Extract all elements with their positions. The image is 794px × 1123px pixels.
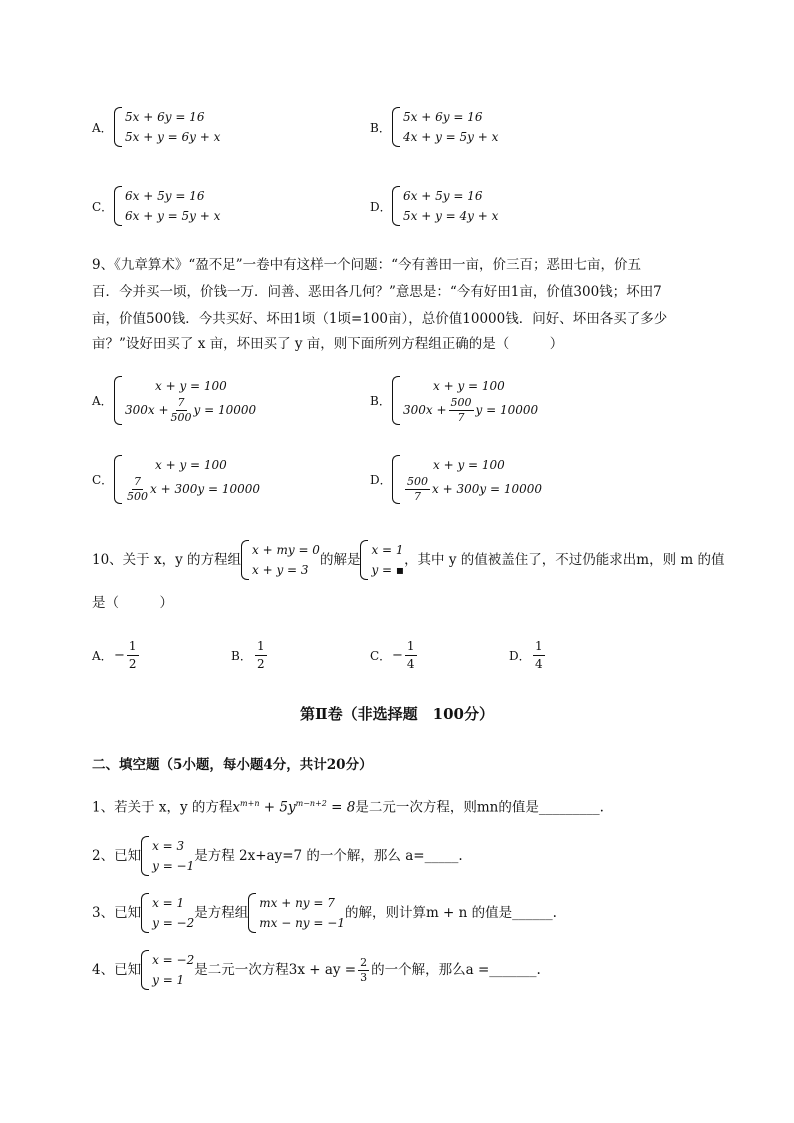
equation-system: x + my = 0 x + y = 3 bbox=[241, 540, 320, 580]
equation-system: mx + ny = 7 mx − ny = −1 bbox=[248, 893, 345, 933]
q9-line-2: 百．今并买一顷，价钱一万．问善、恶田各几何？”意思是：“今有好田1亩，价值300钱；坏田7 bbox=[92, 284, 662, 300]
q8-option-b bbox=[370, 107, 498, 147]
q10-line-1 bbox=[92, 540, 724, 580]
option-label: C． bbox=[92, 473, 114, 487]
equation: x + y = 100 bbox=[433, 379, 505, 393]
q9-line-1: 9、《九章算术》“盈不足”一卷中有这样一个问题：“今有善田一亩，价三百；恶田七亩，价五 bbox=[92, 257, 642, 273]
option-label: B． bbox=[370, 394, 391, 408]
equation-system bbox=[392, 455, 542, 504]
q10-option-d: D． $\frac{1}{4}$ bbox=[509, 639, 543, 671]
equation: 5x + 6y = 16 bbox=[125, 110, 205, 124]
q10-option-a: A． − $\frac{1}{2}$ bbox=[92, 639, 137, 671]
equation: x + y = 100 bbox=[155, 458, 227, 472]
equation: 300x + $\frac{500}{7}$ y = 10000 bbox=[403, 396, 539, 424]
equation-system bbox=[392, 107, 498, 147]
option-label: A． bbox=[92, 394, 113, 408]
q9-option-a bbox=[92, 376, 256, 425]
q9-option-b bbox=[370, 376, 538, 425]
solution-system: x = 1 y = ▪ bbox=[360, 540, 404, 580]
equation-system bbox=[114, 186, 220, 226]
q8-option-a bbox=[92, 107, 220, 147]
equation: $\frac{7}{500}$ x + 300y = 10000 bbox=[127, 475, 260, 503]
q9-option-d bbox=[370, 455, 542, 504]
equation: $\frac{500}{7}$ x + 300y = 10000 bbox=[407, 475, 542, 503]
equation-system bbox=[114, 455, 260, 504]
option-label: A． bbox=[92, 120, 113, 135]
equation-system bbox=[114, 107, 220, 147]
part-title: 二、填空题（5小题，每小题4分，共计20分） bbox=[92, 757, 373, 773]
equation-system: x = 1 y = −2 bbox=[141, 893, 194, 933]
equation-system bbox=[114, 376, 256, 425]
equation: x + y = 100 bbox=[433, 458, 505, 472]
equation-system bbox=[392, 376, 538, 425]
fill-question-3: 3、已知 x = 1 y = −2 是方程组 mx + ny = 7 mx − ny = −1 的解，则计算m + n 的值是______. bbox=[92, 893, 557, 933]
equation: 5x + y = 4y + x bbox=[403, 209, 499, 223]
equation: 6x + 5y = 16 bbox=[403, 189, 483, 203]
q10-text: 10、关于 x，y 的方程组 bbox=[92, 551, 242, 568]
option-label: B． bbox=[370, 120, 391, 135]
equation-system bbox=[392, 186, 498, 226]
equation: 4x + y = 5y + x bbox=[403, 130, 499, 144]
fill-question-4: 4、已知 x = −2 y = 1 是二元一次方程3x + ay = $\frac{2}{3}$ 的一个解，那么a =_______. bbox=[92, 950, 541, 990]
q10-line-2: 是（ ） bbox=[92, 595, 173, 611]
fill-question-2: 2、已知 x = 3 y = −1 是方程 2x+ay=7 的一个解，那么 a=_____. bbox=[92, 836, 463, 876]
equation: 300x + $\frac{7}{500}$ y = 10000 bbox=[125, 396, 257, 424]
equation-system: x = −2 y = 1 bbox=[141, 950, 194, 990]
q9-line-4: 亩？”设好田买了 x 亩，坏田买了 y 亩，则下面所列方程组正确的是（ ） bbox=[92, 336, 564, 352]
equation: 6x + y = 5y + x bbox=[125, 209, 221, 223]
equation: 5x + 6y = 16 bbox=[403, 110, 483, 124]
q10-option-c: C． − $\frac{1}{4}$ bbox=[370, 639, 415, 671]
equation: 5x + y = 6y + x bbox=[125, 130, 221, 144]
q8-option-c bbox=[92, 186, 220, 226]
q10-text: ，其中 y 的值被盖住了，不过仍能求出m，则 m 的值 bbox=[404, 551, 725, 568]
equation-system: x = 3 y = −1 bbox=[141, 836, 194, 876]
q10-option-b: B． $\frac{1}{2}$ bbox=[231, 639, 265, 671]
equation: 6x + 5y = 16 bbox=[125, 189, 205, 203]
option-label: C． bbox=[92, 199, 114, 214]
q9-line-3: 亩，价值500钱．今共买好、坏田1顷（1顷=100亩），总价值10000钱．问好、坏田各买了多少 bbox=[92, 311, 668, 327]
q8-option-d bbox=[370, 186, 498, 226]
q9-option-c bbox=[92, 455, 260, 504]
equation: x + y = 100 bbox=[155, 379, 227, 393]
option-label: D． bbox=[370, 199, 392, 214]
section-title: 第Ⅱ卷（非选择题 100分） bbox=[300, 705, 494, 723]
fill-question-1: 1、若关于 x，y 的方程$x^{m+n} + 5y^{m-n+2} = 8$是二元一次方程，则mn的值是_________. bbox=[92, 799, 604, 816]
q10-text: 的解是 bbox=[319, 551, 361, 568]
option-label: D． bbox=[370, 473, 392, 487]
